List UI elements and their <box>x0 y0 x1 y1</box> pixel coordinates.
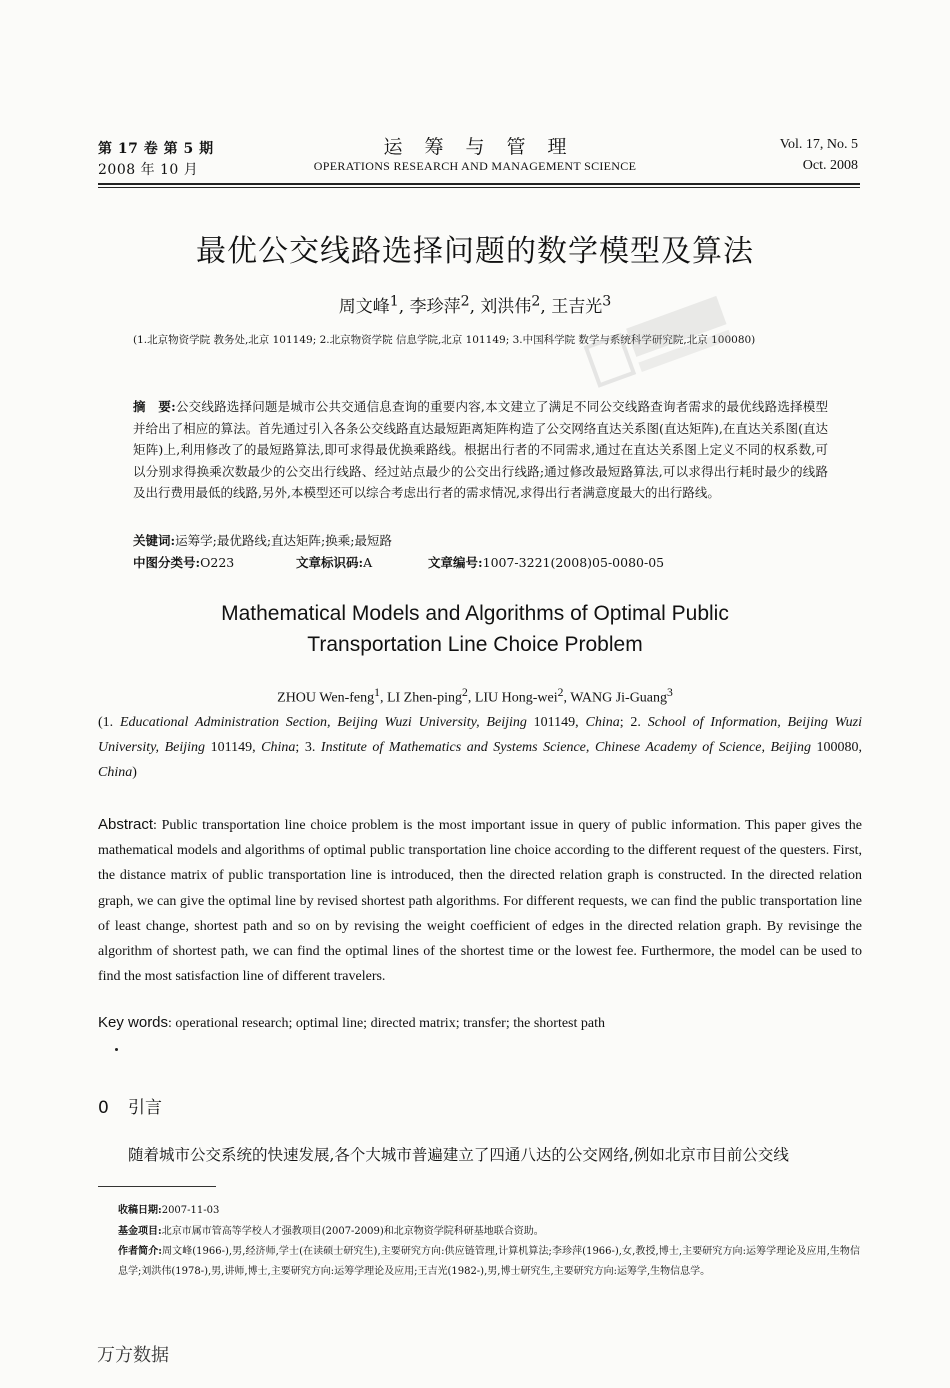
author-en: ZHOU Wen-feng <box>277 690 375 706</box>
author-cn: 王吉光 <box>551 297 603 317</box>
paper-title-en-line1: Mathematical Models and Algorithms of Optimal Public <box>221 602 729 625</box>
keywords-cn-label: 关键词: <box>133 533 176 548</box>
affil-en-part: ; 2. <box>619 715 648 730</box>
date-en: Oct. 2008 <box>802 158 858 173</box>
affiliations-en <box>98 710 862 785</box>
keywords-en-label: Key words <box>98 1014 169 1031</box>
journal-title-en: OPERATIONS RESEARCH AND MANAGEMENT SCIENCE <box>313 159 637 173</box>
author-sup: 2 <box>557 686 564 699</box>
author-sup: 1 <box>389 293 399 310</box>
abstract-cn <box>133 396 828 504</box>
clc-value: O223 <box>200 555 235 570</box>
body-paragraph: 随着城市公交系统的快速发展,各个大城市普遍建立了四通八达的公交网络,例如北京市目前公交线 <box>128 1146 789 1164</box>
section-title: 引言 <box>128 1098 162 1118</box>
header-rule-thick <box>98 183 860 185</box>
section-heading <box>98 1093 162 1118</box>
classification-row <box>133 553 853 571</box>
clc-label: 中图分类号: <box>133 555 201 570</box>
author-cn: 周文峰 <box>338 297 390 317</box>
abstract-en-label: Abstract <box>98 816 154 833</box>
abstract-en <box>98 812 862 989</box>
doc-code-label: 文章标识码: <box>296 555 364 570</box>
affil-en-inst: School of Information, Beijing Wuzi University, Beijing <box>98 715 863 755</box>
article-number-label: 文章编号: <box>428 555 483 570</box>
affil-en-part: ) <box>132 765 137 780</box>
author-list-en: ZHOU Wen-feng$^1$, LI Zhen-ping$^2$, LIU Hong-wei$^2$, WANG Ji-Guang$^3$ <box>277 686 673 706</box>
affil-en-country: China <box>585 715 620 730</box>
abstract-cn-label: 摘 要: <box>133 399 176 414</box>
affil-en-country: China <box>261 740 296 755</box>
footnote-label: 基金项目: <box>118 1226 162 1237</box>
keywords-en <box>98 1014 605 1032</box>
affil-en-part: 100080, <box>810 740 863 755</box>
author-en: WANG Ji-Guang <box>570 690 668 706</box>
affil-en-part: 101149, <box>526 715 586 730</box>
author-cn: 刘洪伟 <box>480 297 532 317</box>
paper-title-en-line2: Transportation Line Choice Problem <box>307 633 643 656</box>
affil-en-country: China <box>98 765 133 780</box>
date-cn: 2008 年 10 月 <box>98 162 199 178</box>
affil-en-part: ; 3. <box>295 740 321 755</box>
footnote-bio <box>118 1242 860 1281</box>
affil-en-inst: Educational Administration Section, Beijing Wuzi University, Beijing <box>119 715 527 730</box>
keywords-cn <box>133 531 392 549</box>
author-cn: 李珍萍 <box>409 297 461 317</box>
footnote-received <box>118 1201 860 1221</box>
volume-issue-cn: 第 17 卷 第 5 期 <box>98 141 214 157</box>
watermark-text: 万方数据 <box>97 1345 169 1366</box>
abstract-en-text: : Public transportation line choice problem is the most important issue in query of public information. This paper gives the mathematical models and algorithms of optimal public transportation line choice according to the different request of the questers. First, the distance matrix of public transportation line is introduced, then the directed relation graph is constructed. In the directed relation graph, we can give the optimal line by revised shortest path algorithms. For different requests, we can find the public transportation line of least change, shortest path and so on by revising the weight coefficient of edges in the directed relation graph. By revisinge the algorithm of shortest path, we can find the optimal lines of the shortest time or the lowest fee. Furthermore, the model can be used to find the most satisfaction line of different travelers. <box>98 818 862 985</box>
footnote-label: 作者简介: <box>118 1246 162 1257</box>
volume-issue-en: Vol. 17, No. 5 <box>779 137 858 152</box>
paper-title-cn: 最优公交线路选择问题的数学模型及算法 <box>196 234 754 269</box>
footnote-text: 2007-11-03 <box>161 1205 220 1216</box>
footnote-text: 周文峰(1966-),男,经济师,学士(在读硕士研究生),主要研究方向:供应链管理,计算机算法;李珍萍(1966-),女,教授,博士,主要研究方向:运筹学理论及应用,生物信息学;刘洪伟(1978-),男,讲师,博士,主要研究方向:运筹学理论及应用;王吉光(1982-),男,博士研究生,主要研究方向:运筹学,生物信息学。 <box>118 1246 860 1277</box>
affil-en-part: (1. <box>98 715 120 730</box>
footnote-text: 北京市属市管高等学校人才强教项目(2007-2009)和北京物资学院科研基地联合资助。 <box>161 1226 544 1237</box>
affil-en-inst: Institute of Mathematics and Systems Science, Chinese Academy of Science, Beijing <box>320 740 811 755</box>
author-sup: 2 <box>460 293 470 310</box>
author-list-cn: 周文峰$^1$, 李珍萍$^2$, 刘洪伟$^2$, 王吉光$^3$ <box>338 293 612 317</box>
abstract-cn-text: 公交线路选择问题是城市公共交通信息查询的重要内容,本文建立了满足不同公交线路查询者需求的最优线路选择模型并给出了相应的算法。首先通过引入各条公交线路直达最短距离矩阵构造了公交网络直达关系图(直达矩阵),在直达关系图(直达矩阵)上,利用修改了的最短路算法,即可求得最优换乘路线。根据出行者的不同需求,通过在直达关系图上定义不同的权系数,可以分别求得换乘次数最少的公交出行线路、经过站点最少的公交出行线路;通过修改最短路算法,可以求得出行耗时最少的线路及出行费用最低的线路,另外,本模型还可以综合考虑出行者的需求情况,求得出行者满意度最大的出行路线。 <box>133 399 828 500</box>
section-number: 0 <box>98 1098 109 1118</box>
author-sup: 2 <box>461 686 468 699</box>
keywords-cn-text: 运筹学;最优路线;直达矩阵;换乘;最短路 <box>175 533 392 548</box>
journal-title-cn: 运筹与管理 <box>383 136 589 158</box>
paper-title-en <box>0 598 950 660</box>
author-sup: 2 <box>531 293 541 310</box>
author-sup: 3 <box>602 293 612 310</box>
header-rule-thin <box>98 187 860 188</box>
author-en: LI Zhen-ping <box>386 690 462 706</box>
footnote-fund <box>118 1222 860 1242</box>
stray-dot <box>115 1048 118 1051</box>
author-en: LIU Hong-wei <box>474 690 558 706</box>
article-number-value: 1007-3221(2008)05-0080-05 <box>482 555 665 570</box>
affil-en-part: 101149, <box>205 740 262 755</box>
keywords-en-text: : operational research; optimal line; directed matrix; transfer; the shortest path <box>168 1016 605 1031</box>
affiliations-cn: (1.北京物资学院 教务处,北京 101149; 2.北京物资学院 信息学院,北京 101149; 3.中国科学院 数学与系统科学研究院,北京 100080) <box>133 334 756 346</box>
author-sup: 1 <box>374 686 380 699</box>
author-sup: 3 <box>667 686 673 699</box>
footnote-rule <box>98 1186 216 1187</box>
footnote-label: 收稿日期: <box>118 1205 162 1216</box>
doc-code-value: A <box>363 555 373 570</box>
